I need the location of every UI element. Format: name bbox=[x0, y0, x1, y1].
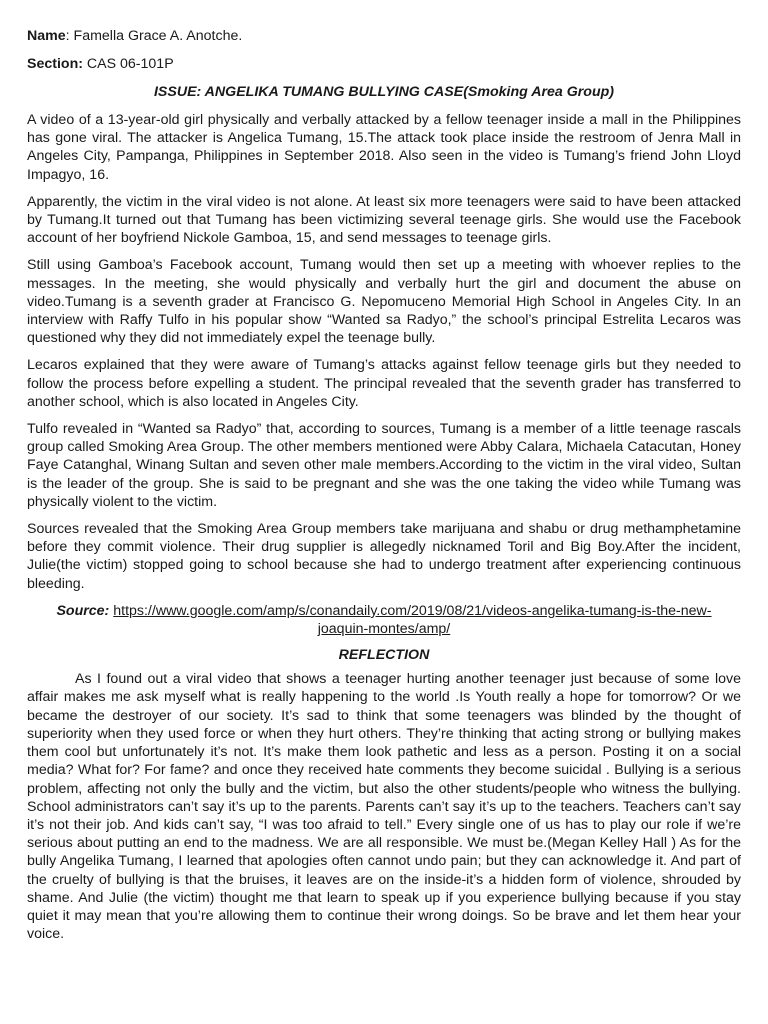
paragraph-intro: A video of a 13-year-old girl physically and verbally attacked by a fellow teenager inside a mall in the Philippines has gone viral. The attacker is Angelica Tumang, 15.The attack took place inside the restroom of Jenra Mall in Angeles City, Pampanga, Philippines in September 2018. Also seen in the video is Tumang’s friend John Lloyd Impagyo, 16. bbox=[27, 112, 741, 183]
paragraph-sources: Sources revealed that the Smoking Area Group members take marijuana and shabu or drug methamphetamine before they commit violence. Their drug supplier is allegedly nicknamed Toril and Big Boy.After the incident, Julie(the victim) stopped going to school because she had to undergo treatment after experiencing continuous bleeding. bbox=[27, 521, 741, 592]
paragraph-tulfo: Tulfo revealed in “Wanted sa Radyo” that, according to sources, Tumang is a member of a little teenage rascals group called Smoking Area Group. The other members mentioned were Abby Calara, Michaela Catacutan, Honey Faye Catanghal, Winang Sultan and seven other male members.According to the victim in the viral video, Sultan is the leader of the group. She is said to be pregnant and she was the one taking the video while Tumang was physically violent to the victim. bbox=[27, 421, 741, 510]
source-link-continued[interactable]: joaquin-montes/amp/ bbox=[317, 621, 451, 638]
name-value: : Famella Grace A. Anotche. bbox=[65, 28, 243, 44]
reflection-heading: REFLECTION bbox=[338, 647, 430, 664]
source-citation bbox=[27, 602, 741, 638]
reflection-text: As I found out a viral video that shows a teenager hurting another teenager just because of some love affair makes me ask myself what is really happening to the world .Is Youth really a hope for tomorrow? Or we became the destroyer of our society. It’s sad to think that some teenagers was blinded by the thought of superiority when they used force or when they hurt others. They’re thinking that acting strong or bullying makes them cool but unfortunately it’s not. It’s make them look pathetic and less as a person. Posting it on a social media? What for? For fame? and once they received hate comments they become suicidal . Bullying is a serious problem, affecting not only the bully and the victim, but also the other students/people who witness the bullying. School administrators can’t say it’s up to the parents. Parents can’t say it’s up to the teachers. Teachers can’t say it’s not their job. And kids can’t say, “I was too afraid to tell.” Every single one of us has to play our role if we’re serious about putting an end to the madness. We are all responsible. We must be.(Megan Kelley Hall ) As for the bully Angelika Tumang, I learned that apologies often cannot undo pain; but they can acknowledge it. And part of the cruelty of bullying is that the bruises, it leaves are on the inside-it’s a hidden form of violence, shrouded by shame. And Julie (the victim) thought me that learn to speak up if you experience bullying because if you stay quiet it may mean that you’re allowing them to continue their wrong doings. So be brave and let them hear your voice. bbox=[27, 671, 741, 943]
name-line bbox=[27, 27, 741, 45]
section-label: Section: bbox=[27, 56, 83, 72]
name-label: Name bbox=[27, 28, 66, 44]
section-line bbox=[27, 55, 741, 73]
section-value: CAS 06-101P bbox=[82, 56, 174, 72]
paragraph-victims: Apparently, the victim in the viral video is not alone. At least six more teenagers were said to have been attacked by Tumang.It turned out that Tumang has been victimizing several teenage girls. She would use the Facebook account of her boyfriend Nickole Gamboa, 15, and send messages to teenage girls. bbox=[27, 193, 741, 247]
source-label: Source: bbox=[56, 602, 110, 619]
paragraph-meeting: Still using Gamboa’s Facebook account, Tumang would then set up a meeting with whoever replies to the messages. In the meeting, she would physically and verbally hurt the girl and document the abuse on video.Tumang is a seventh grader at Francisco G. Nepomuceno Memorial High School in Angeles City. In an interview with Raffy Tulfo in his popular show “Wanted sa Radyo,” the school’s principal Estrelita Lecaros was questioned why they did not immediately expel the teenage bully. bbox=[27, 257, 741, 347]
issue-title: ISSUE: ANGELIKA TUMANG BULLYING CASE(Smoking Area Group) bbox=[153, 84, 615, 100]
source-link[interactable]: https://www.google.com/amp/s/conandaily.com/2019/08/21/videos-angelika-tumang-is-the-new- bbox=[113, 602, 712, 619]
paragraph-lecaros: Lecaros explained that they were aware of Tumang’s attacks against fellow teenage girls but they needed to follow the process before expelling a student. The principal revealed that the seventh grader has transferred to another school, which is also located in Angeles City. bbox=[27, 357, 741, 410]
